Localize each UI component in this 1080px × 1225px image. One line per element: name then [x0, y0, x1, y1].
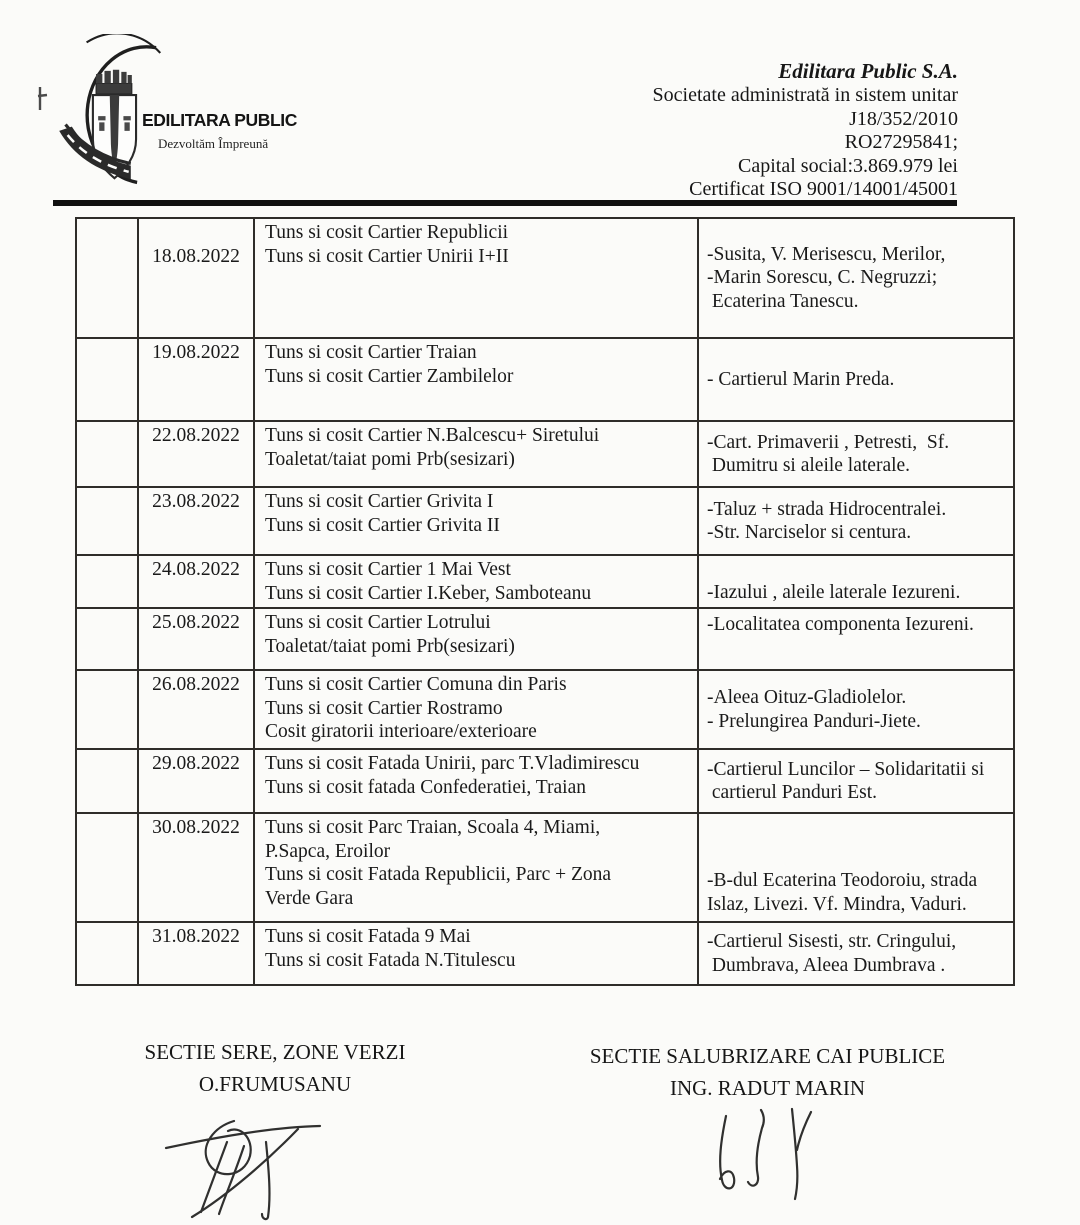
activity-line: Tuns si cosit Cartier Rostramo	[265, 697, 503, 719]
activities-cell	[254, 749, 698, 813]
blank-cell	[76, 922, 138, 985]
location-line: Dumitru si aleile laterale.	[707, 455, 911, 476]
signatory-right-name: ING. RADUT MARIN	[669, 1076, 866, 1100]
schedule-table-body	[76, 218, 1014, 985]
activities-cell	[254, 555, 698, 608]
location-line: -Taluz + strada Hidrocentralei.	[707, 498, 947, 520]
location-line: - Prelungirea Panduri-Jiete.	[707, 710, 921, 732]
activity-line: Tuns si cosit Fatada Unirii, parc T.Vladimirescu	[265, 753, 640, 774]
company-fiscal-code: RO27295841;	[844, 131, 958, 153]
date-cell: 30.08.2022	[138, 813, 254, 922]
activity-line: Tuns si cosit Fatada N.Titulescu	[265, 949, 516, 971]
company-name: Edilitara Public S.A.	[778, 59, 958, 83]
signature-right	[700, 1104, 830, 1204]
activities-cell	[254, 338, 698, 421]
activity-line: Tuns si cosit Cartier Lotrului	[265, 612, 491, 633]
activity-line: Tuns si cosit Cartier Grivita I	[265, 491, 494, 512]
activities-cell	[254, 922, 698, 985]
company-registry-number: J18/352/2010	[849, 107, 958, 130]
blank-cell	[76, 608, 138, 670]
location-line: -Cartierul Sisesti, str. Cringului,	[707, 931, 957, 952]
activity-line: Tuns si cosit Cartier Unirii I+II	[265, 245, 509, 267]
activities-cell	[254, 487, 698, 555]
location-line: -Localitatea componenta Iezureni.	[707, 614, 974, 635]
location-line: -Str. Narciselor si centura.	[707, 522, 912, 543]
locations-cell	[698, 555, 1014, 608]
location-line: -B-dul Ecaterina Teodoroiu, strada	[707, 870, 978, 891]
activity-line: Toaletat/taiat pomi Prb(sesizari)	[265, 635, 515, 657]
location-line: -Marin Sorescu, C. Negruzzi;	[707, 267, 938, 289]
blank-cell	[76, 670, 138, 749]
activity-line: Tuns si cosit Cartier I.Keber, Samboteanu	[265, 582, 592, 604]
blank-cell	[76, 338, 138, 421]
table-row	[76, 670, 1014, 749]
activities-cell	[254, 670, 698, 749]
location-line: Dumbrava, Aleea Dumbrava .	[707, 954, 946, 976]
signatory-left-section: SECTIE SERE, ZONE VERZI	[144, 1040, 406, 1064]
locations-cell	[698, 749, 1014, 813]
signatory-left-name: O.FRUMUSANU	[198, 1072, 352, 1096]
blank-cell	[76, 218, 138, 338]
location-line: -Susita, V. Merisescu, Merilor,	[707, 243, 946, 265]
locations-cell	[698, 421, 1014, 487]
table-row	[76, 487, 1014, 555]
activity-line: Toaletat/taiat pomi Prb(sesizari)	[265, 448, 515, 470]
blank-cell	[76, 487, 138, 555]
locations-cell	[698, 813, 1014, 922]
company-header-block	[653, 58, 958, 202]
company-certificates: Certificat ISO 9001/14001/45001	[689, 178, 958, 200]
date-cell: 29.08.2022	[138, 749, 254, 813]
location-line: -Cart. Primaverii , Petresti, Sf.	[707, 431, 950, 453]
date-cell: 24.08.2022	[138, 555, 254, 608]
blank-cell	[76, 813, 138, 922]
header-divider-rule	[53, 200, 957, 206]
date-cell: 22.08.2022	[138, 421, 254, 487]
location-line: cartierul Panduri Est.	[707, 782, 878, 803]
logo-title: EDILITARA PUBLIC	[142, 110, 297, 130]
table-row	[76, 922, 1014, 985]
activity-line: Tuns si cosit Cartier Traian	[265, 342, 477, 363]
activities-cell	[254, 421, 698, 487]
activity-line: Cosit giratorii interioare/exterioare	[265, 721, 537, 742]
table-row	[76, 813, 1014, 922]
date-cell: 23.08.2022	[138, 487, 254, 555]
locations-cell	[698, 218, 1014, 338]
schedule-table	[75, 217, 1015, 986]
table-row	[76, 749, 1014, 813]
activities-cell	[254, 813, 698, 922]
table-row	[76, 555, 1014, 608]
activities-cell	[254, 218, 698, 338]
table-row	[76, 608, 1014, 670]
activity-line: Tuns si cosit Cartier Republicii	[265, 222, 509, 243]
activity-line: Tuns si cosit Fatada 9 Mai	[265, 926, 471, 947]
activity-line: Tuns si cosit Cartier N.Balcescu+ Siretului	[265, 425, 600, 446]
activity-line: Verde Gara	[265, 887, 354, 909]
location-line: -Cartierul Luncilor – Solidaritatii si	[707, 758, 985, 780]
activity-line: Tuns si cosit Cartier Comuna din Paris	[265, 674, 567, 695]
scan-edge-artifact	[37, 86, 49, 112]
activity-line: Tuns si cosit fatada Confederatiei, Traian	[265, 776, 586, 798]
location-line: -Aleea Oituz-Gladiolelor.	[707, 687, 907, 708]
table-row	[76, 218, 1014, 338]
activity-line: Tuns si cosit Cartier 1 Mai Vest	[265, 559, 511, 580]
location-line: Ecaterina Tanescu.	[707, 290, 859, 312]
blank-cell	[76, 555, 138, 608]
locations-cell	[698, 922, 1014, 985]
date-cell: 25.08.2022	[138, 608, 254, 670]
handwritten-signature-icon	[700, 1104, 830, 1204]
locations-cell	[698, 338, 1014, 421]
table-row	[76, 421, 1014, 487]
logo-tagline: Dezvoltăm Împreună	[158, 136, 269, 151]
signatory-left-block	[110, 1036, 440, 1100]
date-cell: 19.08.2022	[138, 338, 254, 421]
activities-cell	[254, 608, 698, 670]
locations-cell	[698, 487, 1014, 555]
date-cell: 26.08.2022	[138, 670, 254, 749]
locations-cell	[698, 608, 1014, 670]
activity-line: Tuns si cosit Cartier Grivita II	[265, 514, 500, 536]
activity-line: Tuns si cosit Parc Traian, Scoala 4, Miami,	[265, 817, 601, 838]
table-row	[76, 338, 1014, 421]
date-cell: 31.08.2022	[138, 922, 254, 985]
signature-left	[148, 1100, 338, 1224]
blank-cell	[76, 421, 138, 487]
company-capital: Capital social:3.869.979 lei	[738, 154, 958, 177]
date-cell: 18.08.2022	[138, 218, 254, 338]
signatory-right-section: SECTIE SALUBRIZARE CAI PUBLICE	[589, 1044, 946, 1068]
location-line: - Cartierul Marin Preda.	[707, 368, 895, 390]
locations-cell	[698, 670, 1014, 749]
location-line: Islaz, Livezi. Vf. Mindra, Vaduri.	[707, 893, 967, 915]
activity-line: P.Sapca, Eroilor	[265, 840, 391, 862]
handwritten-signature-icon	[148, 1100, 338, 1224]
company-admin-line: Societate administrată in sistem unitar	[652, 84, 958, 106]
location-line: -Iazului , aleile laterale Iezureni.	[707, 581, 961, 603]
signatory-right-block	[565, 1040, 970, 1104]
activity-line: Tuns si cosit Fatada Republicii, Parc + Zona	[265, 864, 612, 885]
activity-line: Tuns si cosit Cartier Zambilelor	[265, 365, 514, 387]
blank-cell	[76, 749, 138, 813]
